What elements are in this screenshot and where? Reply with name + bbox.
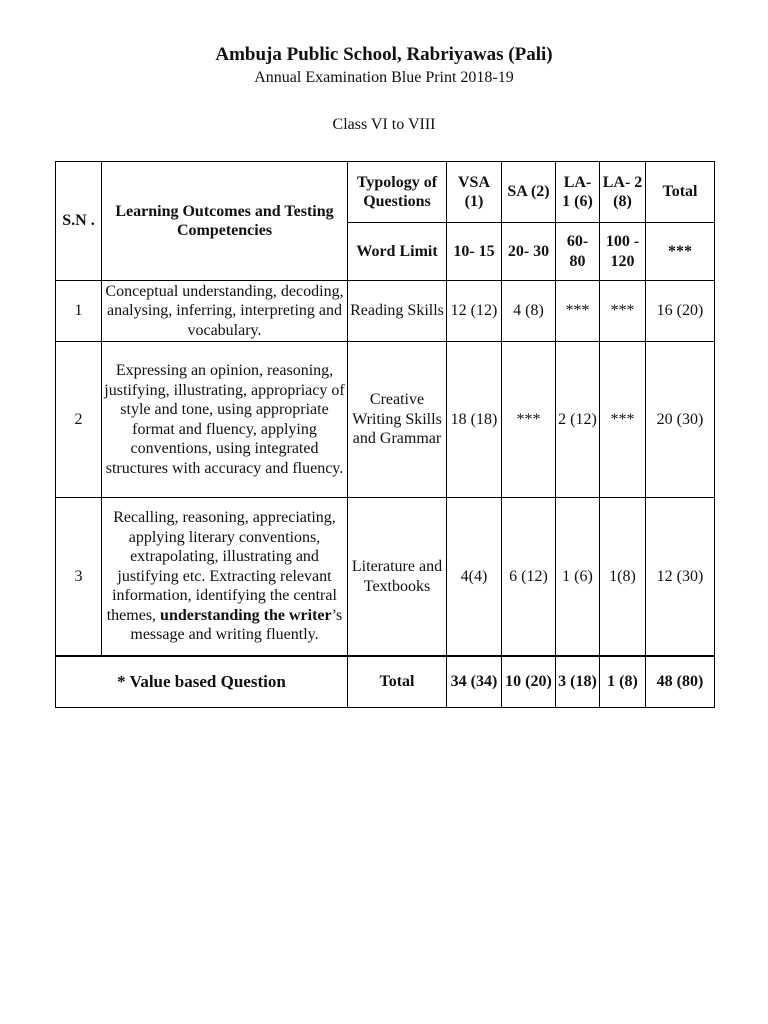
header-row — [56, 162, 715, 223]
row-typology: Reading Skills — [348, 281, 447, 342]
row-typology: Creative Writing Skills and Grammar — [348, 342, 447, 498]
row-total: 16 (20) — [646, 281, 715, 342]
sn-header: S.N . — [56, 162, 102, 281]
typology-header: Typology of Questions — [348, 162, 447, 223]
row-sn: 2 — [56, 342, 102, 498]
la2-word-limit: 100 - 120 — [600, 223, 646, 281]
total-sa: 10 (20) — [502, 656, 556, 708]
row-la2: *** — [600, 281, 646, 342]
row-outcome: Expressing an opinion, reasoning, justifying, illustrating, appropriacy of style and tone, using appropriate format and fluency, applying conventions, using integrated structures with accuracy and fluency. — [102, 342, 348, 498]
class-range: Class VI to VIII — [332, 116, 436, 133]
sa-header: SA (2) — [502, 162, 556, 223]
row-outcome-part: ’s message and writing fluently. — [130, 606, 343, 644]
sa-word-limit: 20- 30 — [502, 223, 556, 281]
la1-header: LA- 1 (6) — [556, 162, 600, 223]
row-outcome-part: Recalling, reasoning, appreciating, applying literary conventions, extrapolating, illustrating and justifying etc. Extracting relevant information, identifying the central themes, — [106, 509, 337, 624]
row-sn: 3 — [56, 498, 102, 657]
word-limit-label: Word Limit — [348, 223, 447, 281]
row-outcome-bold: understanding the writer — [160, 606, 332, 624]
total-vsa: 34 (34) — [447, 656, 502, 708]
row-la1: 2 (12) — [556, 342, 600, 498]
total-la1: 3 (18) — [556, 656, 600, 708]
row-total: 12 (30) — [646, 498, 715, 657]
vsa-header: VSA (1) — [447, 162, 502, 223]
exam-subtitle: Annual Examination Blue Print 2018-19 — [254, 69, 514, 86]
table-row — [56, 281, 715, 342]
blueprint-table — [55, 161, 715, 708]
table-row — [56, 342, 715, 498]
row-sa: 6 (12) — [502, 498, 556, 657]
value-based-note: * Value based Question — [56, 656, 348, 708]
row-la1: 1 (6) — [556, 498, 600, 657]
row-la2: *** — [600, 342, 646, 498]
total-word-limit: *** — [646, 223, 715, 281]
row-typology: Literature and Textbooks — [348, 498, 447, 657]
table-row — [56, 498, 715, 657]
row-sa: *** — [502, 342, 556, 498]
row-total: 20 (30) — [646, 342, 715, 498]
vsa-word-limit: 10- 15 — [447, 223, 502, 281]
row-vsa: 18 (18) — [447, 342, 502, 498]
row-outcome — [102, 498, 348, 657]
school-title: Ambuja Public School, Rabriyawas (Pali) — [215, 44, 553, 65]
la2-header: LA- 2 (8) — [600, 162, 646, 223]
total-la2: 1 (8) — [600, 656, 646, 708]
total-header: Total — [646, 162, 715, 223]
row-la2: 1(8) — [600, 498, 646, 657]
outcomes-header: Learning Outcomes and Testing Competencies — [102, 162, 348, 281]
row-outcome: Conceptual understanding, decoding, analysing, inferring, interpreting and vocabulary. — [102, 281, 348, 342]
row-vsa: 4(4) — [447, 498, 502, 657]
row-sa: 4 (8) — [502, 281, 556, 342]
la1-word-limit: 60- 80 — [556, 223, 600, 281]
row-sn: 1 — [56, 281, 102, 342]
total-row — [56, 656, 715, 708]
grand-total: 48 (80) — [646, 656, 715, 708]
row-vsa: 12 (12) — [447, 281, 502, 342]
total-label: Total — [348, 656, 447, 708]
row-la1: *** — [556, 281, 600, 342]
